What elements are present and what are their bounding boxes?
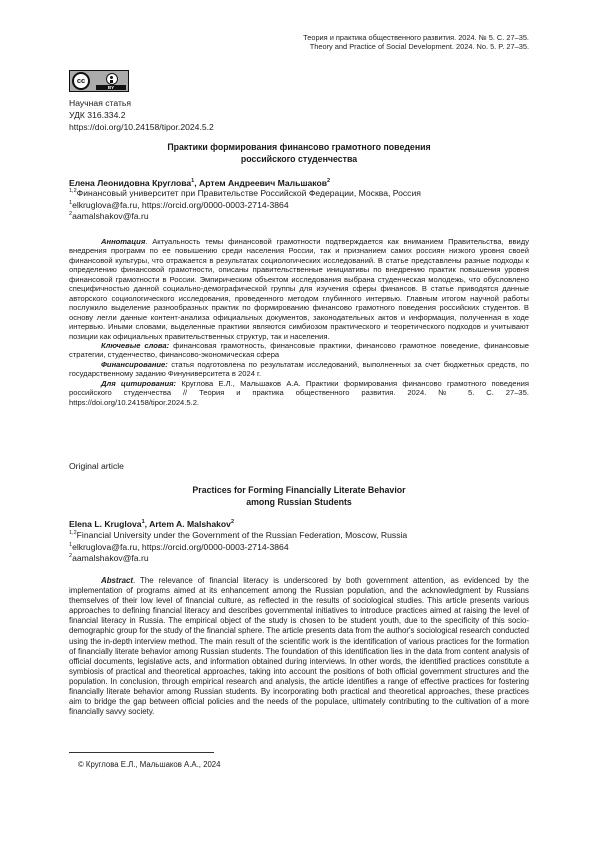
author-sup: 2: [327, 178, 331, 185]
author-sup: 1: [191, 178, 195, 185]
author-sup: 2: [230, 519, 235, 526]
title-en: [69, 485, 529, 508]
cc-circle-icon: cc: [72, 72, 90, 90]
abstract-en: [69, 576, 529, 717]
keywords-text: финансовая грамотность, финансовые практики, финансово грамотное поведение, финансовые стратегии, студенчество, финансово-экономическая сфера: [69, 340, 529, 360]
affiliation-ru: [69, 188, 421, 223]
email-orcid-link[interactable]: elkruglova@fa.ru, https://orcid.org/0000-0003-2714-3864: [72, 199, 289, 210]
abstract-text: . The relevance of financial literacy is underscored by both government attention, as evidenced by the implementation of programs aimed at its enhancement among the Russian population, and the acknowledgment by Russians themselves of their low level of financial culture, as reflected in the results of sociological studies. This article presents various approaches to defining financial literacy and describes governmental initiatives to introduce practices aimed at raising the level of financial literacy in Russia. The empirical object of the study is chosen to be student youth, due to the specificity of this socio-demographic group for the study of the financial sphere. The article presents data from the author's sociological research conducted using the in-depth interview method. The main result of the scientific work is the identification of various practices for the formation of financially literate behavior among Russian students. The foundation of this identification lies in the data from content analysis of official documents, legislative acts, and information obtained during interviews. In other words, the identified practices constitute a symbiosis of practical and theoretical approaches, taking into account the positions of both official government structures and the population. In conclusion, through empirical research and analysis, the article identifies a range of effective practices for fostering financially literate behavior among Russian students. By incorporating both practical and theoretical approaches, these practices aim to bridge the gap between official policies and the needs of the populace, ultimately contributing to the cultivation of a more financially savvy society.: [69, 576, 529, 717]
udc: УДК 316.334.2: [69, 110, 126, 120]
article-meta-ru: [69, 97, 214, 133]
keywords-label: Ключевые слова:: [101, 340, 170, 350]
title-ru-line1: Практики формирования финансово грамотного поведения: [167, 142, 431, 152]
email-sup: 1: [69, 199, 73, 206]
article-type-en: Original article: [69, 461, 124, 471]
author-separator: ,: [144, 519, 150, 529]
running-head: [303, 33, 529, 52]
article-type-ru: Научная статья: [69, 98, 132, 108]
person-icon: [106, 73, 118, 85]
abstract-section-en: [69, 576, 529, 717]
author-name: Артем Андреевич Мальшаков: [199, 178, 328, 188]
footnote-divider: [69, 752, 214, 753]
title-ru: [69, 142, 529, 165]
citation-label: Для цитирования:: [101, 378, 177, 388]
citation-ru: [69, 379, 529, 407]
affiliation-sup: 1,2: [69, 188, 77, 195]
funding-label: Финансирование:: [101, 359, 168, 369]
email-sup: 2: [69, 553, 73, 560]
email-sup: 2: [69, 211, 73, 218]
abstract-ru: [69, 237, 529, 341]
title-ru-line2: российского студенчества: [240, 153, 358, 164]
title-en-line1: Practices for Forming Financially Literate Behavior: [192, 485, 406, 495]
email-link[interactable]: aamalshakov@fa.ru: [72, 553, 149, 564]
email-sup: 1: [69, 541, 73, 548]
author-name: Elena L. Kruglova: [69, 519, 142, 529]
running-head-en: Theory and Practice of Social Development. 2024. No. 5. P. 27–35.: [309, 42, 529, 52]
abstract-section-ru: [69, 237, 529, 407]
keywords-ru: [69, 341, 529, 360]
by-label: BY: [96, 85, 126, 90]
author-name: Елена Леонидовна Круглова: [69, 178, 192, 188]
abstract-label: Abstract: [101, 576, 134, 585]
affiliation-text: Финансовый университет при Правительстве Российской Федерации, Москва, Россия: [76, 188, 421, 198]
author-separator: ,: [194, 178, 200, 188]
creative-commons-by-icon[interactable]: [69, 70, 129, 92]
affiliation-text: Financial University under the Government of the Russian Federation, Moscow, Russia: [76, 530, 408, 540]
email-link[interactable]: aamalshakov@fa.ru: [72, 211, 149, 222]
abstract-text: . Актуальность темы финансовой грамотности подтверждается как вниманием Правительства, ввиду внедрения программ по ее повышению среди населения России, так и признанием самих россиян низкого уровня своей финансовой культуры, что отражается в результатах социологических исследований. В статье представлены разные подходы к определению финансовой грамотности, описаны правительственные инициативы по внедрению практик повышения уровня финансовой грамотности в России. Эмпирическим объектом исследования выбрана студенческая молодежь, что обусловлено специфичностью данной социально-демографической группы для изучения сферы финансов. В статье приводятся данные авторского социологического исследования, проведенного методом глубинного интервью. Главным итогом научной работы послужило выделение разнообразных практик по формированию финансово грамотного поведения российских студентов. В основу легли данные контент-анализа официальных документов, законодательных актов и информация, полученная в ходе интервью. Иными словами, выделенные практики являются симбиозом практического и теоретического подходов и учитывают позиции как официальных правительственных структур, так и населения.: [69, 237, 529, 341]
abstract-label: Аннотация: [101, 237, 146, 246]
title-en-line2: among Russian Students: [246, 496, 352, 507]
funding-text: статья подготовлена по результатам исследований, выполненных за счет бюджетных средств, по государственному заданию Финуниверситета в 2024 г.: [69, 359, 529, 379]
authors-ru: [69, 178, 330, 188]
running-head-ru: Теория и практика общественного развития. 2024. № 5. С. 27–35.: [303, 33, 529, 42]
affiliation-sup: 1,2: [69, 530, 77, 537]
author-name: Artem A. Malshakov: [149, 519, 231, 529]
copyright: © Круглова Е.Л., Мальшаков А.А., 2024: [78, 760, 221, 769]
email-orcid-link[interactable]: elkruglova@fa.ru, https://orcid.org/0000-0003-2714-3864: [72, 541, 289, 552]
doi-link[interactable]: https://doi.org/10.24158/tipor.2024.5.2: [69, 122, 214, 132]
author-sup: 1: [141, 519, 145, 526]
authors-en: [69, 519, 234, 529]
affiliation-en: [69, 530, 407, 565]
funding-ru: [69, 360, 529, 379]
citation-text: Круглова Е.Л., Мальшаков А.А. Практики формирования финансово грамотного поведения российского студенчества // Теория и практика общественного развития. 2024. № 5. С. 27–35. https://doi.org/10.24158/tipor.2024.5.2.: [69, 378, 529, 407]
